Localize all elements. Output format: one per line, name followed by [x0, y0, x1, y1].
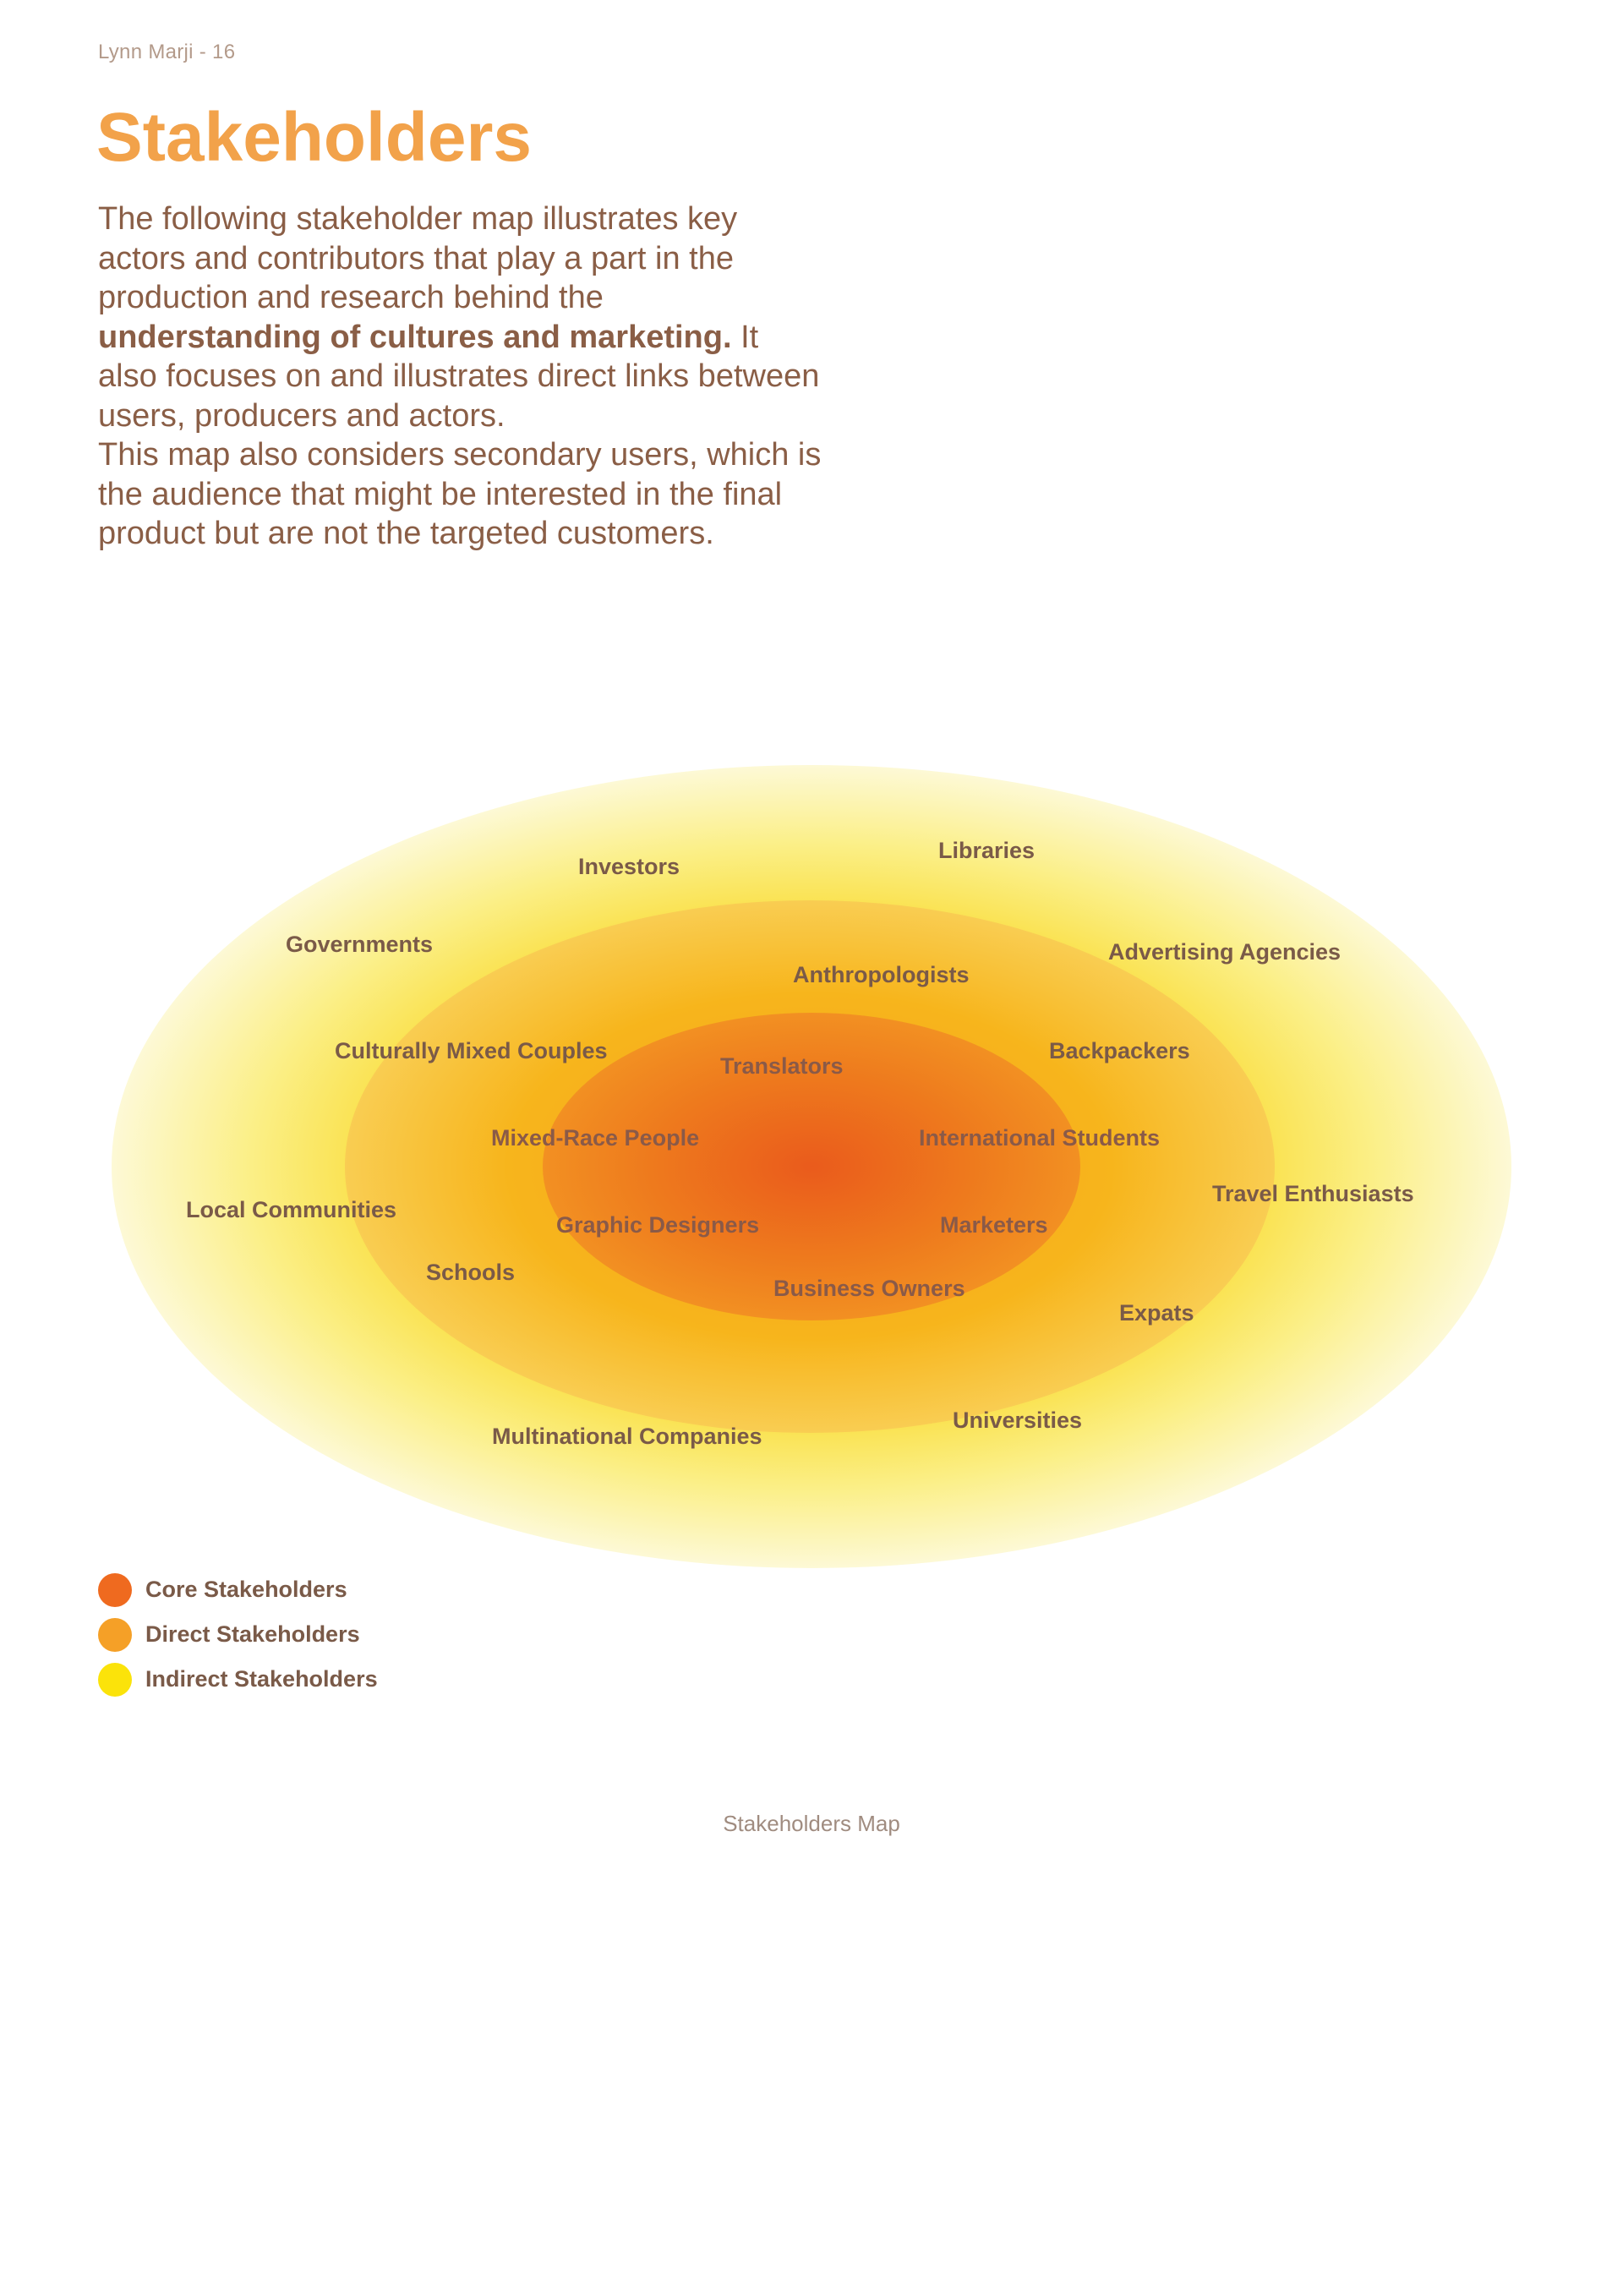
- legend: [98, 1567, 378, 1702]
- page-header: Lynn Marji - 16: [98, 41, 236, 63]
- stakeholder-label: Backpackers: [1049, 1038, 1190, 1063]
- legend-label: Core Stakeholders: [145, 1577, 347, 1602]
- stakeholder-label: Investors: [578, 854, 680, 879]
- legend-dot-direct: [98, 1618, 132, 1652]
- stakeholder-label: International Students: [919, 1125, 1161, 1151]
- legend-label: Indirect Stakeholders: [145, 1666, 378, 1692]
- legend-dot-core: [98, 1573, 132, 1607]
- stakeholder-label: Marketers: [940, 1212, 1048, 1238]
- stakeholder-label: Multinational Companies: [492, 1424, 762, 1449]
- intro-text-3: This map also considers secondary users, which is the audience that might be interested in the final product but are not the targeted customers.: [98, 437, 822, 551]
- legend-item-direct: [98, 1612, 378, 1657]
- figure-caption: Stakeholders Map: [723, 1811, 900, 1836]
- stakeholder-label: Local Communities: [186, 1197, 397, 1222]
- stakeholder-label: Libraries: [938, 838, 1036, 863]
- stakeholder-label: Culturally Mixed Couples: [335, 1038, 608, 1063]
- intro-text-1: The following stakeholder map illustrates key actors and contributors that play a part in the production and research behind the: [98, 201, 738, 315]
- stakeholder-label: Graphic Designers: [556, 1212, 760, 1238]
- stakeholder-label: Mixed-Race People: [491, 1125, 700, 1151]
- stakeholder-label: Anthropologists: [793, 962, 970, 987]
- stakeholder-label: Schools: [426, 1260, 516, 1285]
- stakeholder-label: Universities: [953, 1408, 1083, 1433]
- page-title: Stakeholders: [96, 99, 532, 176]
- stakeholder-label: Business Owners: [773, 1276, 965, 1301]
- stakeholder-label: Translators: [720, 1053, 844, 1079]
- legend-item-indirect: [98, 1657, 378, 1702]
- stakeholder-label: Advertising Agencies: [1108, 939, 1342, 965]
- stakeholder-label: Expats: [1119, 1300, 1194, 1326]
- legend-label: Direct Stakeholders: [145, 1621, 360, 1647]
- stakeholder-label: Governments: [286, 932, 434, 957]
- stakeholder-label: Travel Enthusiasts: [1212, 1181, 1414, 1206]
- legend-dot-indirect: [98, 1663, 132, 1697]
- intro-emphasis: understanding of cultures and marketing.: [98, 319, 732, 355]
- legend-item-core: [98, 1567, 378, 1612]
- intro-text-2: It also focuses on and illustrates direct links between users, producers and actors.: [98, 319, 820, 434]
